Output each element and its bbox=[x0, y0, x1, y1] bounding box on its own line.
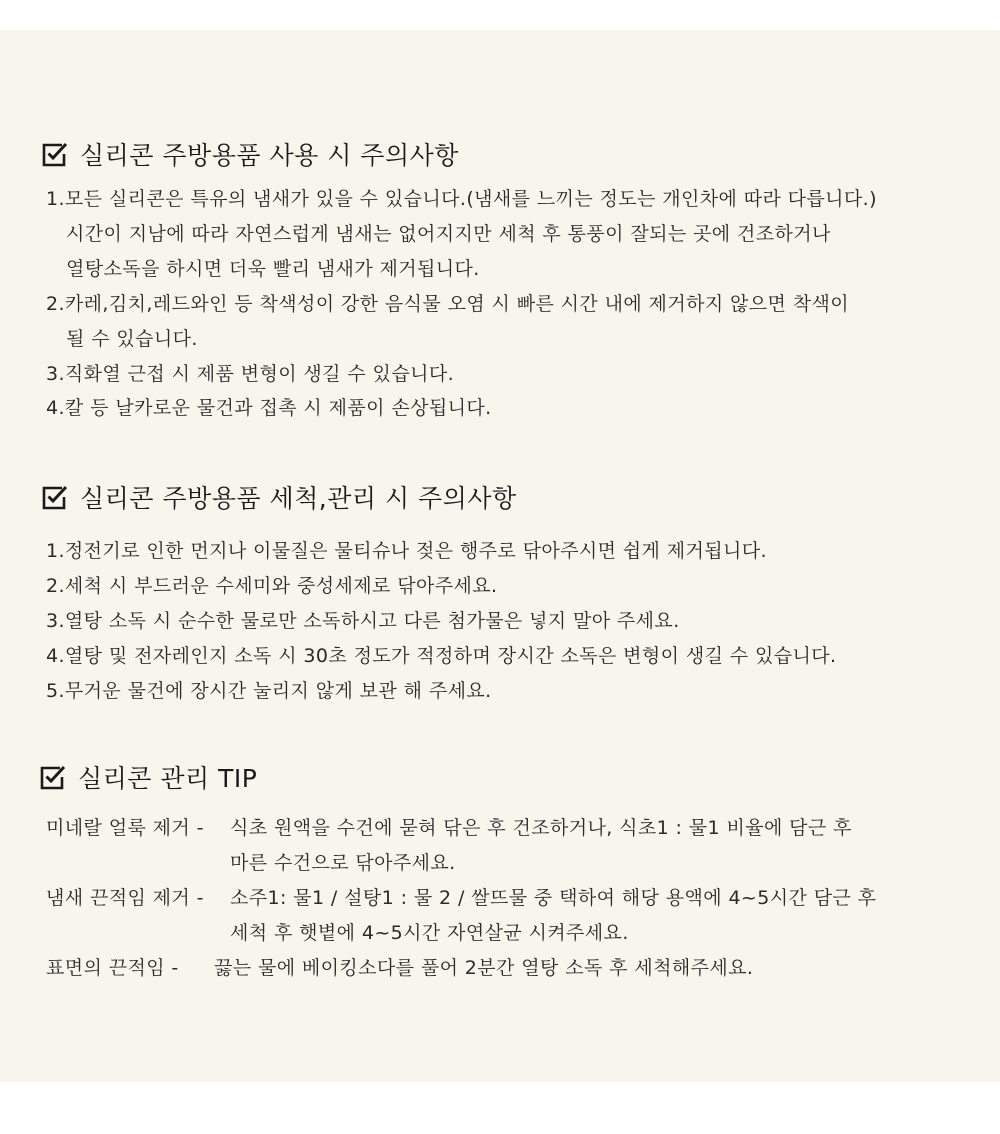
section-heading-care bbox=[42, 480, 517, 514]
list-item: 1.모든 실리콘은 특유의 냄새가 있을 수 있습니다.(냄새를 느끼는 정도는 개인차에 따라 다릅니다.) bbox=[46, 188, 877, 210]
section-title: 실리콘 주방용품 세척,관리 시 주의사항 bbox=[80, 484, 517, 513]
tip-text: 끓는 물에 베이킹소다를 풀어 2분간 열탕 소독 후 세척해주세요. bbox=[214, 957, 754, 979]
tip-label: 표면의 끈적임 - bbox=[46, 957, 179, 979]
tip-label: 냄새 끈적임 제거 - bbox=[46, 887, 204, 909]
section-title: 실리콘 관리 TIP bbox=[78, 764, 258, 793]
tip-text-continuation: 세척 후 햇볕에 4~5시간 자연살균 시켜주세요. bbox=[230, 922, 629, 944]
list-item: 4.열탕 및 전자레인지 소독 시 30초 정도가 적정하며 장시간 소독은 변형이 생길 수 있습니다. bbox=[46, 645, 837, 667]
tip-text: 소주1: 물1 / 설탕1 : 물 2 / 쌀뜨물 중 택하여 해당 용액에 4~5시간 담근 후 bbox=[230, 887, 877, 909]
list-item-continuation: 시간이 지남에 따라 자연스럽게 냄새는 없어지지만 세척 후 통풍이 잘되는 곳에 건조하거나 bbox=[66, 223, 831, 245]
section-title: 실리콘 주방용품 사용 시 주의사항 bbox=[80, 141, 459, 170]
list-item-continuation: 될 수 있습니다. bbox=[66, 328, 198, 350]
list-item: 2.세척 시 부드러운 수세미와 중성세제로 닦아주세요. bbox=[46, 575, 498, 597]
checkbox-icon bbox=[42, 141, 68, 167]
tip-text: 식초 원액을 수건에 묻혀 닦은 후 건조하거나, 식초1 : 물1 비율에 담근 후 bbox=[230, 817, 852, 839]
list-item-continuation: 열탕소독을 하시면 더욱 빨리 냄새가 제거됩니다. bbox=[66, 258, 480, 280]
tip-text-continuation: 마른 수건으로 닦아주세요. bbox=[230, 852, 456, 874]
tip-label: 미네랄 얼룩 제거 - bbox=[46, 817, 204, 839]
list-item: 2.카레,김치,레드와인 등 착색성이 강한 음식물 오염 시 빠른 시간 내에 제거하지 않으면 착색이 bbox=[46, 293, 849, 315]
list-item: 5.무거운 물건에 장시간 눌리지 않게 보관 해 주세요. bbox=[46, 680, 492, 702]
content-panel bbox=[0, 30, 1000, 1082]
list-item: 3.열탕 소독 시 순수한 물로만 소독하시고 다른 첨가물은 넣지 말아 주세요. bbox=[46, 610, 680, 632]
list-item: 4.칼 등 날카로운 물건과 접촉 시 제품이 손상됩니다. bbox=[46, 397, 492, 419]
checkbox-icon bbox=[42, 484, 68, 510]
list-item: 1.정전기로 인한 먼지나 이물질은 물티슈나 젖은 행주로 닦아주시면 쉽게 제거됩니다. bbox=[46, 540, 767, 562]
checkbox-icon bbox=[40, 764, 66, 790]
list-item: 3.직화열 근접 시 제품 변형이 생길 수 있습니다. bbox=[46, 363, 455, 385]
section-heading-tip bbox=[40, 760, 257, 794]
section-heading-usage bbox=[42, 137, 459, 171]
